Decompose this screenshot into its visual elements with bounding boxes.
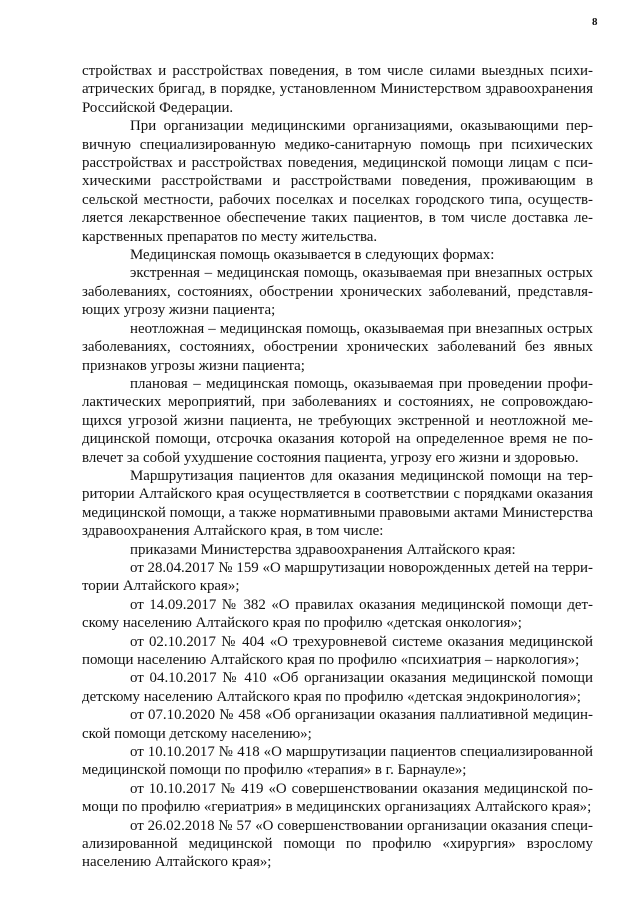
order-item-410: от 04.10.2017 № 410 «Об организации оказания медицинской помощи детскому населению Алтайского края по профилю «детская эндокринология»; [82, 670, 593, 705]
paragraph-emergency-form: экстренная – медицинская помощь, оказываемая при внезапных острых заболеваниях, состояниях, обострении хронических заболеваний, представляющих угрозу жизни пациента; [82, 265, 593, 319]
paragraph-urgent-form: неотложная – медицинская помощь, оказываемая при внезапных острых заболеваниях, состояниях, обострении хронических заболеваний без явных признаков угрозы жизни пациента; [82, 320, 593, 374]
order-item-419: от 10.10.2017 № 419 «О совершенствовании оказания медицинской помощи по профилю «гериатрия» в медицинских организациях Алтайского края»; [82, 780, 593, 816]
paragraph-care-forms-intro: Медицинская помощь оказывается в следующих формах: [130, 247, 495, 264]
order-item-159: от 28.04.2017 № 159 «О маршрутизации новорожденных детей на территории Алтайского края»; [82, 559, 593, 595]
paragraph-continuation: стройствах и расстройствах поведения, в том числе силами выездных психиатрических бригад, в порядке, установленном Министерством здравоохранения Российской Федерации. [82, 63, 593, 116]
order-item-418: от 10.10.2017 № 418 «О маршрутизации пациентов специализированной медицинской помощи по профилю «терапия» в г. Барнауле»; [82, 744, 593, 779]
order-item-57: от 26.02.2018 № 57 «О совершенствовании организации оказания специализированной медицинской помощи по профилю «хирургия» взрослому населению Алтайского края»; [82, 817, 593, 871]
document-body [82, 62, 593, 872]
paragraph-rural-care: При организации медицинскими организациями, оказывающими первичную специализированную медико-санитарную помощь при психических расстройствах и расстройствах поведения, медицинской помощи лицам с психическими расстройствами и расстройствами поведения, проживающим в сельской местности, рабочих поселках и поселках городского типа, осуществляется лекарственное обеспечение таких пациентов, в том числе доставка лекарственных препаратов по месту жительства. [82, 118, 593, 245]
order-item-458: от 07.10.2020 № 458 «Об организации оказания паллиативной медицинской помощи детскому населению»; [82, 707, 593, 742]
order-item-404: от 02.10.2017 № 404 «О трехуровневой системе оказания медицинской помощи населению Алтайского края по профилю «психиатрия – наркология»; [82, 633, 593, 668]
paragraph-planned-form: плановая – медицинская помощь, оказываемая при проведении профилактических мероприятий, при заболеваниях и состояниях, не сопровождающихся угрозой жизни пациента, не требующих экстренной и неотложной медицинской помощи, отсрочка оказания которой на определенное время не повлечет за собой ухудшение состояния пациента, угрозу его жизни и здоровью. [82, 375, 593, 466]
page-number: 8 [592, 16, 598, 28]
paragraph-routing: Маршрутизация пациентов для оказания медицинской помощи на территории Алтайского края осуществляется в соответствии с порядками оказания медицинской помощи, а также нормативными правовыми актами Министерства здравоохранения Алтайского края, в том числе: [82, 467, 593, 540]
order-item-382: от 14.09.2017 № 382 «О правилах оказания медицинской помощи детскому населению Алтайского края по профилю «детская онкология»; [82, 596, 593, 632]
paragraph-orders-intro: приказами Министерства здравоохранения Алтайского края: [130, 541, 516, 558]
